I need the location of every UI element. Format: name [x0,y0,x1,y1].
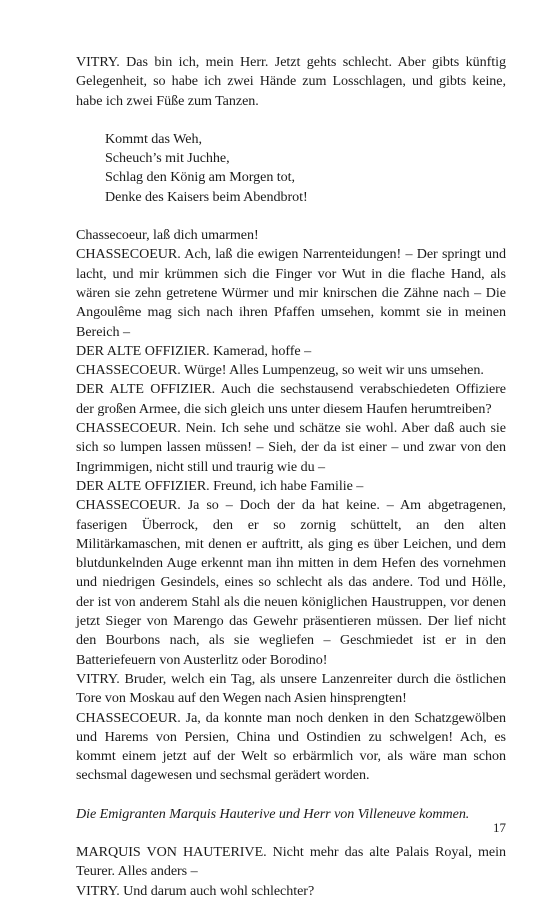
paragraph: Chassecoeur, laß dich umarmen! [76,227,259,244]
paragraph: VITRY. Und darum auch wohl schlechter? [76,882,315,899]
paragraph: MARQUIS VON HAUTERIVE. Nicht mehr das alte Palais Royal, mein Teurer. Alles anders – [76,843,506,880]
verse-line: Scheuch’s mit Juchhe, [105,150,230,167]
text-block-a [76,53,506,111]
paragraph: CHASSECOEUR. Ja so – Doch der da hat keine. – Am abgetragenen, faserigen Überrock, den er so zornig schüttelt, an den alten Militärkamaschen, mit denen er auftritt, als ging es über Leichen, und dem blutdunkelnden Auge erkennt man ihn mitten in dem Hefen des vornehmen und niedrigen Gesindels, eines so schlecht als das andere. Tod und Hölle, der ist von anderem Stahl als die neuen königlichen Haustruppen, vor denen jetzt Sieger von Marengo das Gewehr präsentieren müssen. Der lief nicht den Bourbons nach, als sie wegliefen – Geschmiedet ist er in den Batteriefeuern von Austerlitz oder Borodino! [76,497,506,668]
paragraph: DER ALTE OFFIZIER. Freund, ich habe Familie – [76,477,364,494]
paragraph: VITRY. Bruder, welch ein Tag, als unsere Lanzenreiter durch die östlichen Tore von Moskau auf den Wegen nach Asien hinsprengten! [76,670,506,707]
text-block-b [76,226,506,786]
page-number: 17 [493,820,506,835]
paragraph: DER ALTE OFFIZIER. Kamerad, hoffe – [76,342,312,359]
paragraph: CHASSECOEUR. Nein. Ich sehe und schätze sie wohl. Aber daß auch sie sich so lumpen lassen müssen! – Sieh, der da ist einer – und zwar von den Ingrimmigen, nicht still und traurig wie du – [76,420,506,475]
verse-line: Schlag den König am Morgen tot, [105,169,295,186]
verse-line: Denke des Kaisers beim Abendbrot! [105,188,308,205]
page-body [76,53,506,901]
paragraph: CHASSECOEUR. Würge! Alles Lumpenzeug, so weit wir uns umsehen. [76,362,484,379]
paragraph: CHASSECOEUR. Ja, da konnte man noch denken in den Schatzgewölben und Harems von Persien, China und Ostindien zu schwelgen! Ach, es kommt einem jetzt auf der Welt so erbärmlich vor, als wäre man schon sechsmal dagewesen und sechsmal gerädert worden. [76,709,506,784]
verse-block [105,130,506,207]
paragraph: DER ALTE OFFIZIER. Auch die sechstausend verabschiedeten Offiziere der großen Armee, die sich gleich uns unter diesem Haufen herumtreiben? [76,381,506,417]
text-block-c [76,843,506,901]
paragraph: CHASSECOEUR. Ach, laß die ewigen Narrenteidungen! – Der springt und lacht, und mir krümmen sich die Finger vor Wut in die flache Hand, als wären sie zehn getretene Würmer und mir knirschen die Zähne nach – Die Angoulême mag sich nach ihren Pfaffen umsehen, kommt sie in meinen Bereich – [76,246,506,340]
verse-line: Kommt das Weh, [105,130,202,147]
paragraph: VITRY. Das bin ich, mein Herr. Jetzt gehts schlecht. Aber gibts künftig Gelegenheit, so habe ich zwei Hände zum Losschlagen, und gibts keine, habe ich zwei Füße zum Tanzen. [76,54,506,109]
stage-direction: Die Emigranten Marquis Hauterive und Herr von Villeneuve kommen. [76,805,470,822]
